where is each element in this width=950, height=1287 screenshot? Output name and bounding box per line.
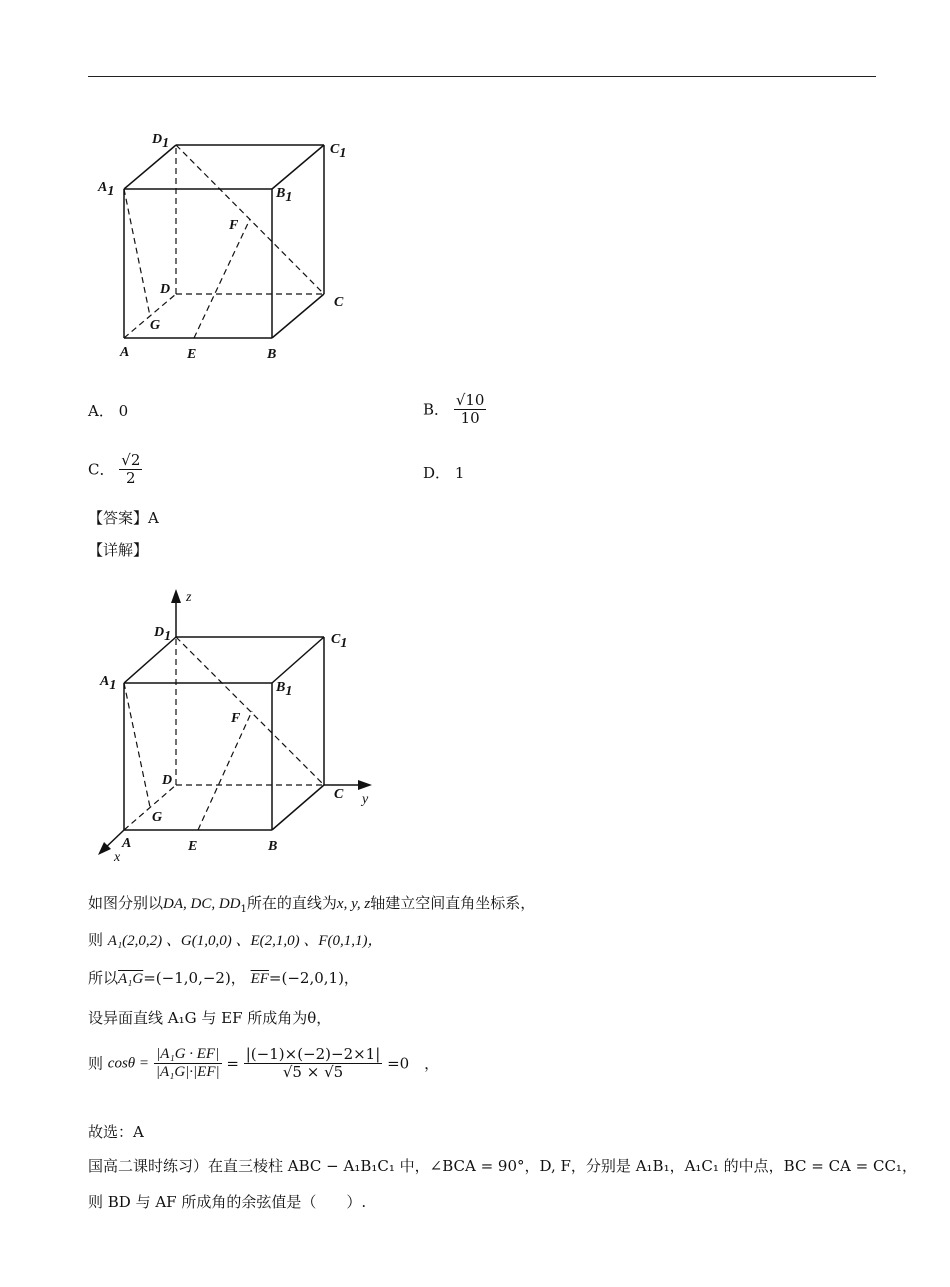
cube-figure-2	[90, 585, 390, 870]
edge-b-c	[272, 294, 324, 338]
z-axis-arrow	[171, 589, 181, 603]
y-axis-arrow	[358, 780, 372, 790]
label-d: D	[160, 282, 171, 297]
option-d	[423, 463, 464, 483]
cos-equals: =	[226, 1054, 239, 1073]
next-question-line-2: 则 BD 与 AF 所成角的余弦值是（ ）.	[88, 1193, 367, 1211]
cos-theta: cosθ =	[107, 1055, 150, 1072]
label-f: F	[229, 218, 239, 233]
label-c1: C1	[330, 142, 347, 161]
option-c-denominator: 2	[126, 469, 136, 487]
cos-fraction-1-denominator: |A₁G|·|EF|	[155, 1064, 220, 1080]
header-rule	[88, 76, 876, 77]
solution-line-4-text: 设异面直线 A₁G 与 EF 所成角为θ，	[88, 1009, 332, 1027]
solution-line-3	[88, 968, 359, 989]
option-b-label: B．	[423, 400, 450, 419]
solution-line-1-xyz: x, y, z	[336, 896, 371, 912]
vector-a1g: A₁G	[118, 971, 144, 987]
solution-line-1-prefix: 如图分别以	[88, 894, 164, 912]
edge2-b-c	[272, 785, 324, 830]
label-a1: A1	[98, 180, 115, 199]
solution-line-1-suffix: 轴建立空间直角坐标系，	[370, 894, 536, 912]
label2-b1: B1	[276, 680, 293, 699]
option-a-label: A．	[88, 402, 114, 420]
vector-ef-value: =(−2,0,1)，	[268, 969, 359, 987]
edge-b1-c1	[272, 145, 324, 189]
segment2-d1-c	[176, 637, 324, 785]
label2-a1: A1	[100, 674, 117, 693]
solution-line-1-mid: 所在的直线为	[246, 894, 337, 912]
label2-c: C	[334, 787, 344, 802]
cos-fraction-2	[244, 1046, 383, 1081]
option-c-fraction	[119, 452, 142, 487]
option-c-label: C．	[88, 460, 115, 479]
label2-x: x	[114, 850, 121, 865]
vector-a1g-value: =(−1,0,−2)，	[143, 969, 246, 987]
option-b-numerator: √10	[455, 391, 485, 409]
cos-fraction-2-numerator: |(−1)×(−2)−2×1|	[245, 1045, 381, 1063]
label-e: E	[187, 347, 197, 362]
option-a	[88, 401, 128, 421]
label2-g: G	[152, 810, 163, 825]
solution-line-1	[88, 893, 535, 920]
solution-line-5	[88, 1046, 439, 1081]
option-b-fraction	[454, 392, 487, 427]
label-a: A	[120, 345, 130, 360]
solution-line-6: 故选：A	[88, 1123, 144, 1141]
solution-line-2-points: A₁(2,0,2) 、G(1,0,0) 、E(2,1,0) 、F(0,1,1)，	[107, 933, 383, 949]
label-g: G	[150, 318, 161, 333]
next-question-line-1: 国高二课时练习）在直三棱柱 ABC − A₁B₁C₁ 中，∠BCA = 90°，D, F，分别是 A₁B₁，A₁C₁ 的中点，BC = CA = CC₁，	[88, 1157, 917, 1175]
label2-a: A	[122, 836, 132, 851]
cos-fraction-1-numerator: |A₁G · EF|	[154, 1046, 222, 1064]
label2-y: y	[362, 792, 369, 807]
label2-z: z	[186, 590, 192, 605]
solution-line-1-axes: DA, DC, DD	[163, 896, 241, 912]
label2-c1: C1	[331, 632, 348, 651]
detail-heading: 【详解】	[88, 541, 149, 559]
edge2-b1-c1	[272, 637, 324, 683]
option-d-value: 1	[454, 464, 465, 482]
segment-a1-g	[124, 189, 150, 316]
label2-d1: D1	[154, 625, 172, 644]
option-c-numerator: √2	[121, 451, 141, 469]
option-c	[88, 452, 142, 487]
label-c: C	[334, 295, 344, 310]
solution-line-2	[88, 930, 383, 951]
label2-f: F	[231, 711, 241, 726]
edge-a1-d1	[124, 145, 176, 189]
segment-e-f	[194, 219, 250, 338]
answer-line: 【答案】A	[88, 509, 159, 527]
vector-ef: $\overline{EF}$	[250, 971, 269, 987]
option-d-label: D．	[423, 464, 451, 482]
label2-e: E	[188, 839, 198, 854]
label2-b: B	[268, 839, 278, 854]
label-d1: D1	[152, 132, 170, 151]
solution-line-1-sub: 1	[240, 904, 247, 915]
label2-d: D	[162, 773, 173, 788]
label-b: B	[267, 347, 277, 362]
cos-fraction-1	[154, 1046, 222, 1081]
cube-figure-1	[90, 125, 370, 370]
option-a-value: 0	[118, 402, 129, 420]
option-b	[423, 392, 486, 427]
edge2-a-d-hidden	[124, 785, 176, 830]
option-b-denominator: 10	[460, 409, 480, 427]
segment2-a1-g	[124, 683, 150, 807]
solution-line-5-prefix: 则	[88, 1054, 104, 1073]
solution-line-3-prefix: 所以	[88, 969, 119, 987]
segment2-e-f	[198, 711, 252, 830]
cos-result: =0 ，	[387, 1054, 440, 1073]
cos-fraction-2-denominator: √5 × √5	[282, 1063, 344, 1081]
solution-line-2-prefix: 则	[88, 931, 104, 949]
solution-line-4	[88, 1008, 331, 1028]
label-b1: B1	[276, 186, 293, 205]
